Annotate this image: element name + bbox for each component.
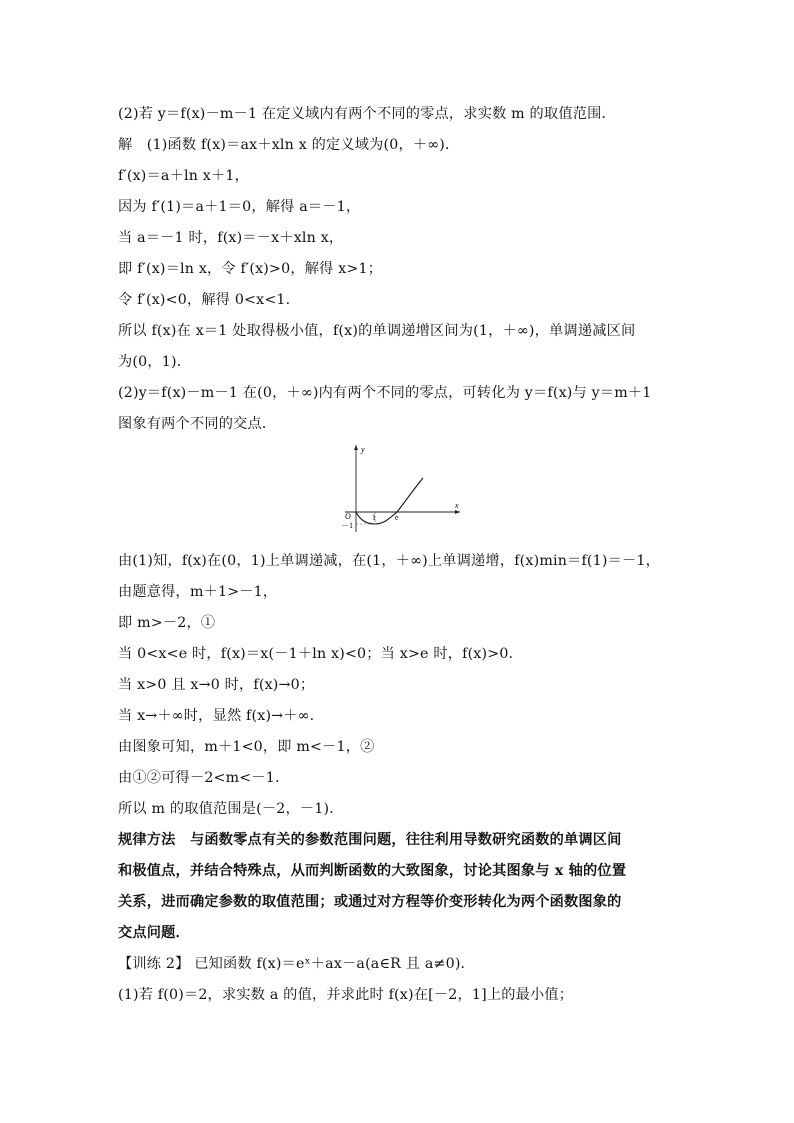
text-line-8: 所以 f(x)在 x＝1 处取得极小值，f(x)的单调递增区间为(1，＋∞)，单调递减区间 (118, 323, 636, 339)
text-line-15: 当 0<x<e 时，f(x)＝x(－1＋ln x)<0；当 x>e 时，f(x)>0. (118, 646, 514, 662)
text-line-11: 图象有两个不同的交点． (118, 416, 277, 432)
text-line-16: 当 x>0 且 x→0 时，f(x)→0； (118, 677, 315, 693)
text-line-4: 因为 f′(1)＝a＋1＝0，解得 a＝－1， (118, 199, 361, 215)
text-line-1: (2)若 y＝f(x)－m－1 在定义域内有两个不同的零点，求实数 m 的取值范围． (118, 106, 616, 122)
method-line-3: 关系，进而确定参数的取值范围；或通过对方程等价变形转化为两个函数图象的 (118, 894, 622, 910)
x-tick-1-label: 1 (372, 513, 376, 522)
function-curve (356, 478, 423, 524)
text-line-19: 由①②可得－2<m<－1. (118, 770, 280, 786)
x-tick-e-label: e (395, 513, 399, 522)
text-line-6: 即 f′(x)＝ln x，令 f′(x)>0，解得 x>1； (118, 261, 383, 277)
text-line-7: 令 f′(x)<0，解得 0<x<1. (118, 292, 291, 308)
y-tick-minus1-label: －1 (341, 521, 353, 530)
method-line-1: 规律方法 与函数零点有关的参数范围问题，往往利用导数研究函数的单调区间 (118, 832, 622, 848)
text-line-5: 当 a＝－1 时，f(x)＝－x＋xln x， (118, 230, 344, 246)
text-line-9: 为(0，1)． (118, 354, 192, 370)
method-line-2: 和极值点，并结合特殊点，从而判断函数的大致图象，讨论其图象与 x 轴的位置 (118, 863, 627, 879)
text-line-2: 解 (1)函数 f(x)＝ax＋xln x 的定义域为(0，＋∞)． (118, 137, 460, 153)
exercise-title-line: 【训练 2】 已知函数 f(x)＝eˣ＋ax－a(a∈R 且 a≠0)． (118, 956, 475, 972)
exercise-question-1: (1)若 f(0)＝2，求实数 a 的值，并求此时 f(x)在[－2，1]上的最小值； (118, 987, 574, 1003)
text-line-12: 由(1)知，f(x)在(0，1)上单调递减，在(1，＋∞)上单调递增，f(x)min＝f(1)＝－1， (118, 553, 660, 569)
y-axis-label: y (361, 445, 365, 454)
text-line-20: 所以 m 的取值范围是(－2，－1)． (118, 801, 344, 817)
text-line-14: 即 m>－2，① (118, 615, 216, 631)
method-line-4: 交点问题． (118, 925, 190, 941)
x-axis-label: x (455, 501, 459, 510)
y-axis-arrow (354, 445, 358, 450)
text-line-17: 当 x→＋∞时，显然 f(x)→＋∞. (118, 708, 315, 724)
origin-label: O (345, 512, 351, 521)
text-line-13: 由题意得，m＋1>－1， (118, 584, 278, 600)
x-axis-arrow (455, 510, 460, 514)
function-graph-figure (335, 440, 465, 535)
text-line-3: f′(x)＝a＋ln x＋1， (118, 168, 249, 184)
text-line-18: 由图象可知，m＋1<0，即 m<－1，② (118, 739, 375, 755)
text-line-10: (2)y＝f(x)－m－1 在(0，＋∞)内有两个不同的零点，可转化为 y＝f(x)与 y＝m＋1 (118, 385, 652, 401)
